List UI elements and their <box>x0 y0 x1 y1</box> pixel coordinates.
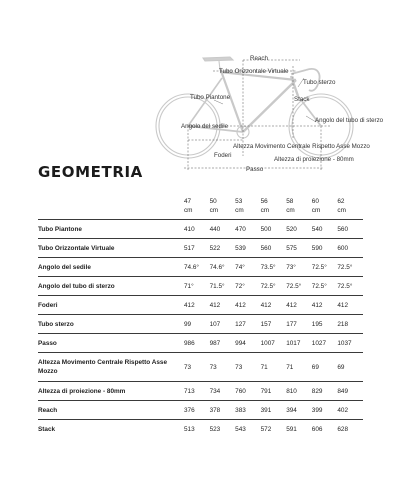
row-label: Passo <box>38 334 184 353</box>
cell-value: 378 <box>210 401 236 420</box>
seat-angle-label: Angolo del sedile <box>181 123 229 130</box>
size-number: 56 <box>260 198 268 205</box>
cell-value: 760 <box>235 382 260 401</box>
cell-value: 829 <box>312 382 338 401</box>
cell-value: 69 <box>337 353 363 382</box>
head-tube-label: Tubo sterzo <box>303 79 336 86</box>
row-label: Angolo del sedile <box>38 258 184 277</box>
bb-drop-label: Altezza di proiezione - 80mm <box>274 156 354 163</box>
cell-value: 71 <box>261 353 287 382</box>
size-unit: cm <box>209 207 219 214</box>
cell-value: 560 <box>337 220 363 239</box>
row-label: Altezza di proiezione - 80mm <box>38 382 184 401</box>
cell-value: 99 <box>184 315 210 334</box>
seat-tube-label: Tubo Piantone <box>190 94 231 101</box>
page-title: GEOMETRIA <box>38 163 143 181</box>
cell-value: 713 <box>184 382 210 401</box>
cell-value: 522 <box>210 239 236 258</box>
cell-value: 73 <box>235 353 260 382</box>
geometry-table <box>38 197 363 439</box>
cell-value: 412 <box>210 296 236 315</box>
cell-value: 572 <box>261 420 287 439</box>
cell-value: 74.6° <box>184 258 210 277</box>
size-unit: cm <box>235 207 244 214</box>
cell-value: 470 <box>235 220 260 239</box>
cell-value: 520 <box>286 220 312 239</box>
cell-value: 410 <box>184 220 210 239</box>
cell-value: 440 <box>210 220 236 239</box>
cell-value: 73° <box>286 258 312 277</box>
table-row <box>38 239 363 258</box>
cell-value: 177 <box>286 315 312 334</box>
table-row <box>38 220 363 239</box>
size-header <box>286 197 312 220</box>
cell-value: 1007 <box>261 334 287 353</box>
cell-value: 575 <box>286 239 312 258</box>
cell-value: 107 <box>210 315 236 334</box>
cell-value: 412 <box>184 296 210 315</box>
cell-value: 376 <box>184 401 210 420</box>
cell-value: 71° <box>184 277 210 296</box>
cell-value: 987 <box>210 334 236 353</box>
cell-value: 412 <box>337 296 363 315</box>
table-row <box>38 382 363 401</box>
cell-value: 72.5° <box>312 277 338 296</box>
cell-value: 1037 <box>337 334 363 353</box>
cell-value: 412 <box>261 296 287 315</box>
size-unit: cm <box>337 207 346 214</box>
cell-value: 195 <box>312 315 338 334</box>
table-row <box>38 258 363 277</box>
row-label: Angolo del tubo di sterzo <box>38 277 184 296</box>
table-row <box>38 334 363 353</box>
size-number: 47 <box>183 198 192 205</box>
bb-height-label: Altezza Movimento Centrale Rispetto Asse Mozzo <box>233 143 370 150</box>
size-number: 60 <box>311 198 319 205</box>
row-label: Tubo sterzo <box>38 315 184 334</box>
cell-value: 383 <box>235 401 260 420</box>
cell-value: 986 <box>184 334 210 353</box>
cell-value: 402 <box>337 401 363 420</box>
cell-value: 1027 <box>312 334 338 353</box>
size-header <box>210 197 236 220</box>
cell-value: 72° <box>235 277 260 296</box>
cell-value: 791 <box>261 382 287 401</box>
size-number: 62 <box>337 198 345 205</box>
bike-drawing <box>0 0 400 180</box>
cell-value: 412 <box>286 296 312 315</box>
cell-value: 74.6° <box>210 258 236 277</box>
row-label: Altezza Movimento Centrale Rispetto Asse Mozzo <box>38 353 184 382</box>
cell-value: 412 <box>235 296 260 315</box>
wheelbase-label: Passo <box>246 166 264 173</box>
size-number: 53 <box>235 198 243 205</box>
size-unit: cm <box>183 207 193 214</box>
fork-label: Foderi <box>214 152 232 159</box>
row-label: Tubo Piantone <box>38 220 184 239</box>
cell-value: 157 <box>261 315 287 334</box>
row-label: Stack <box>38 420 184 439</box>
size-unit: cm <box>286 207 295 214</box>
cell-value: 72.5° <box>286 277 312 296</box>
table-header-row <box>38 197 363 220</box>
cell-value: 73 <box>184 353 210 382</box>
cell-value: 517 <box>184 239 210 258</box>
cell-value: 543 <box>235 420 260 439</box>
cell-value: 72.5° <box>312 258 338 277</box>
size-header <box>312 197 338 220</box>
table-row <box>38 420 363 439</box>
cell-value: 127 <box>235 315 260 334</box>
cell-value: 399 <box>312 401 338 420</box>
cell-value: 590 <box>312 239 338 258</box>
size-header <box>184 197 210 220</box>
table-row <box>38 315 363 334</box>
cell-value: 600 <box>337 239 363 258</box>
cell-value: 606 <box>312 420 338 439</box>
row-label: Tubo Orizzontale Virtuale <box>38 239 184 258</box>
cell-value: 628 <box>337 420 363 439</box>
head-angle-label: Angolo del tubo di sterzo <box>315 117 384 124</box>
size-header <box>235 197 260 220</box>
cell-value: 73 <box>210 353 236 382</box>
table-row <box>38 353 363 382</box>
cell-value: 523 <box>210 420 236 439</box>
cell-value: 71.5° <box>210 277 236 296</box>
row-label: Reach <box>38 401 184 420</box>
cell-value: 1017 <box>286 334 312 353</box>
cell-value: 72.5° <box>337 277 363 296</box>
cell-value: 391 <box>261 401 287 420</box>
cell-value: 810 <box>286 382 312 401</box>
cell-value: 539 <box>235 239 260 258</box>
cell-value: 394 <box>286 401 312 420</box>
cell-value: 71 <box>286 353 312 382</box>
cell-value: 73.5° <box>261 258 287 277</box>
cell-value: 591 <box>286 420 312 439</box>
cell-value: 734 <box>210 382 236 401</box>
cell-value: 540 <box>312 220 338 239</box>
size-number: 58 <box>286 198 294 205</box>
size-number: 50 <box>209 198 217 205</box>
header-corner <box>38 197 184 220</box>
cell-value: 72.5° <box>337 258 363 277</box>
cell-value: 513 <box>184 420 210 439</box>
geometry-diagram <box>0 0 400 180</box>
table-row <box>38 296 363 315</box>
table-row <box>38 401 363 420</box>
cell-value: 412 <box>312 296 338 315</box>
cell-value: 72.5° <box>261 277 287 296</box>
stack-label: Stack <box>294 96 310 103</box>
cell-value: 74° <box>235 258 260 277</box>
cell-value: 994 <box>235 334 260 353</box>
size-unit: cm <box>260 207 270 214</box>
cell-value: 849 <box>337 382 363 401</box>
table-row <box>38 277 363 296</box>
size-header <box>337 197 363 220</box>
size-unit: cm <box>311 207 321 214</box>
cell-value: 69 <box>312 353 338 382</box>
cell-value: 500 <box>261 220 287 239</box>
top-tube-label: Tubo Orizzontale Virtuale <box>219 68 289 75</box>
cell-value: 218 <box>337 315 363 334</box>
size-header <box>261 197 287 220</box>
reach-label: Reach <box>250 55 268 62</box>
cell-value: 560 <box>261 239 287 258</box>
row-label: Foderi <box>38 296 184 315</box>
